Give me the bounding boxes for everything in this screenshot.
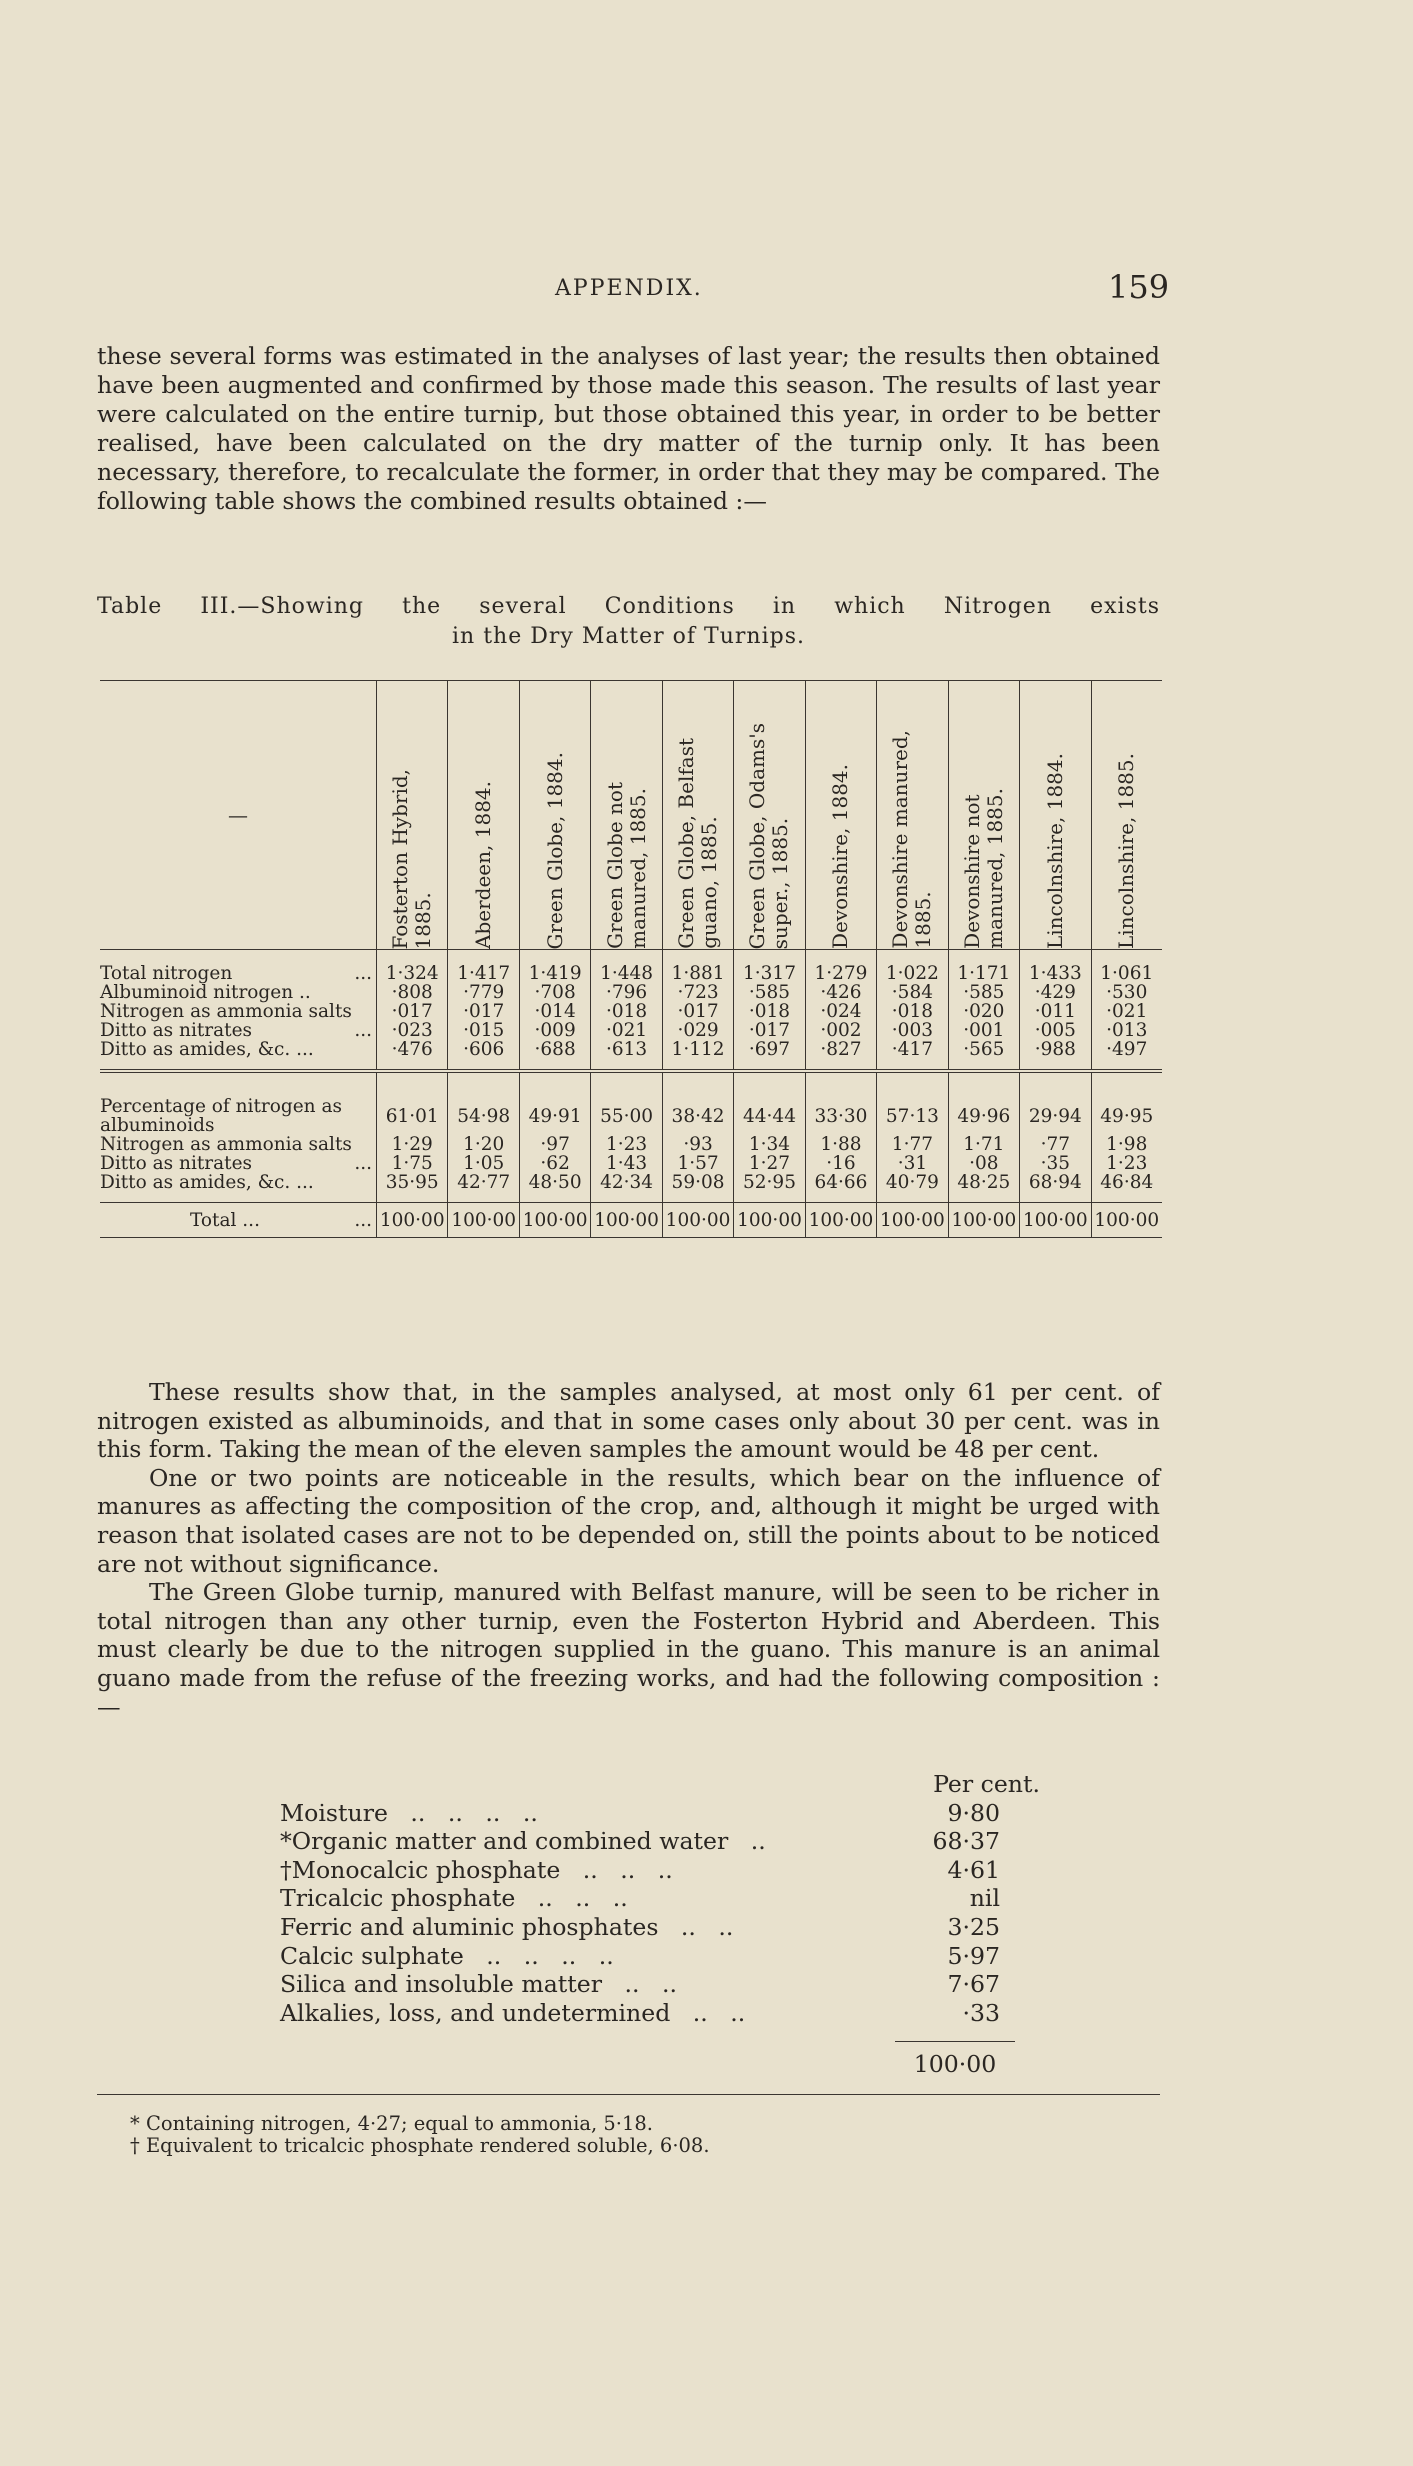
row-label-text: Albuminoid nitrogen ..	[100, 982, 311, 1003]
column-header	[662, 681, 733, 950]
row-label-text: Total ...	[190, 1209, 260, 1231]
composition-unit-header: Per cent.	[933, 1770, 1040, 1798]
table-cell: ·017	[377, 1002, 448, 1021]
table-cell: 1·27	[734, 1154, 805, 1173]
column-header-label	[1115, 753, 1138, 949]
table-cell: ·013	[1091, 1021, 1162, 1040]
table-cell: 42·77	[448, 1173, 519, 1192]
column-header-line: Aberdeen, 1884.	[471, 781, 496, 949]
table-cell: ·808	[377, 983, 448, 1002]
table-cell: ·015	[448, 1021, 519, 1040]
table-cell: 100·00	[448, 1203, 519, 1238]
table-cell: 1·171	[948, 964, 1019, 983]
table-cell: ·16	[805, 1154, 876, 1173]
column-header-line: Green Globe, 1884.	[542, 751, 567, 949]
table-cell: ·497	[1091, 1040, 1162, 1059]
row-label-text: Ditto as nitrates	[100, 1020, 253, 1041]
body-paragraph: These results show that, in the samples analysed, at most only 61 per cent. of nitrogen existed as albuminoids, and that in some cases only about 30 per cent. was in this form. Taking the mean of the eleven samples the amount would be 48 per cent.	[97, 1378, 1160, 1464]
table-cell: ·429	[1020, 983, 1091, 1002]
table-cell: ·001	[948, 1021, 1019, 1040]
composition-row	[280, 1856, 1040, 1885]
table-cell: 1·417	[448, 964, 519, 983]
table-cell: 57·13	[877, 1097, 948, 1135]
column-header-line: Devonshire manured,	[888, 730, 913, 949]
composition-row	[280, 1827, 1040, 1856]
table-cell: 1·23	[591, 1135, 662, 1154]
table-body	[100, 950, 1162, 1238]
table-cell: 1·34	[734, 1135, 805, 1154]
table-cell: ·018	[734, 1002, 805, 1021]
column-header	[519, 681, 590, 950]
column-header-line: manured, 1885.	[982, 788, 1007, 949]
composition-name: Silica and insoluble matter .. ..	[280, 1970, 677, 1999]
table-cell: ·023	[377, 1021, 448, 1040]
column-header	[734, 681, 805, 950]
column-header	[377, 681, 448, 950]
composition-name: Alkalies, loss, and undetermined .. ..	[280, 1998, 746, 2027]
table-cell: ·585	[734, 983, 805, 1002]
table-cell: ·35	[1020, 1154, 1091, 1173]
table-cell: 100·00	[948, 1203, 1019, 1238]
table-cell: 61·01	[377, 1097, 448, 1135]
table-cell: ·011	[1020, 1002, 1091, 1021]
table-row	[100, 1002, 1162, 1021]
table-cell: 1·061	[1091, 964, 1162, 983]
table-cell: ·796	[591, 983, 662, 1002]
column-header-line: Green Globe, Belfast	[674, 738, 699, 949]
table-cell: 100·00	[662, 1203, 733, 1238]
table-row	[100, 1154, 1162, 1173]
nitrogen-table	[100, 680, 1162, 1238]
table-cell: 52·95	[734, 1173, 805, 1192]
table-cell: ·708	[519, 983, 590, 1002]
table-cell: ·476	[377, 1040, 448, 1059]
table-cell: 54·98	[448, 1097, 519, 1135]
table-cell: 1·05	[448, 1154, 519, 1173]
table-cell: 100·00	[805, 1203, 876, 1238]
row-label	[100, 1135, 377, 1154]
column-header-label	[604, 782, 650, 949]
column-header-line: 1885.	[411, 891, 436, 949]
table-cell: ·530	[1091, 983, 1162, 1002]
table-cell: 100·00	[877, 1203, 948, 1238]
table-rule-row	[100, 1071, 1162, 1097]
composition-row	[280, 1970, 1040, 1999]
table-cell: 1·448	[591, 964, 662, 983]
table-cell: ·017	[662, 1002, 733, 1021]
column-header-line: Devonshire, 1884.	[828, 764, 853, 949]
body-paragraph: One or two points are noticeable in the results, which bear on the influence of manures as affecting the composition of the crop, and, although it might be urged with reason that isolated cases are not to be depended on, still the points about to be noticed are not without significance.	[97, 1463, 1160, 1578]
composition-name: *Organic matter and combined water ..	[280, 1827, 766, 1856]
table-caption-line-2: in the Dry Matter of Turnips.	[452, 624, 805, 649]
column-header	[448, 681, 519, 950]
table-cell: ·021	[1091, 1002, 1162, 1021]
table-cell: 42·34	[591, 1173, 662, 1192]
table-row	[100, 1021, 1162, 1040]
table-cell: 59·08	[662, 1173, 733, 1192]
table-cell: 100·00	[377, 1203, 448, 1238]
composition-value: 68·37	[932, 1827, 1000, 1856]
composition-row	[280, 1999, 1040, 2028]
footnote-rule	[97, 2094, 1160, 2095]
table-cell: 100·00	[1020, 1203, 1091, 1238]
table-row	[100, 1203, 1162, 1238]
table-cell: ·97	[519, 1135, 590, 1154]
table-cell: 49·91	[519, 1097, 590, 1135]
table-cell: ·021	[591, 1021, 662, 1040]
row-label-text: Ditto as amides, &c. ...	[100, 1172, 314, 1193]
row-label-text: Ditto as amides, &c. ...	[100, 1039, 314, 1060]
column-header-label	[544, 752, 567, 949]
table-cell: ·723	[662, 983, 733, 1002]
table-cell: 48·25	[948, 1173, 1019, 1192]
body-paragraph: The Green Globe turnip, manured with Belfast manure, will be seen to be richer in total nitrogen than any other turnip, even the Fosterton Hybrid and Aberdeen. This must clearly be due to the nitrogen supplied in the guano. This manure is an animal guano made from the refuse of the freezing works, and had the following composition :—	[97, 1578, 1160, 1721]
table-cell: 1·279	[805, 964, 876, 983]
table-row	[100, 1135, 1162, 1154]
row-label	[100, 1002, 377, 1021]
row-label-text: Nitrogen as ammonia salts	[100, 1001, 352, 1022]
leader-dots: ...	[354, 963, 372, 984]
composition-name: Calcic sulphate .. .. .. ..	[280, 1941, 614, 1970]
composition-name: Ferric and aluminic phosphates .. ..	[280, 1912, 734, 1941]
table-cell: 1·75	[377, 1154, 448, 1173]
composition-name: Tricalcic phosphate .. .. ..	[280, 1884, 628, 1913]
row-label-text: Nitrogen as ammonia salts	[100, 1134, 352, 1155]
row-label	[100, 1203, 377, 1238]
column-header-line: Fosterton Hybrid,	[388, 768, 413, 949]
column-header-label	[829, 764, 852, 949]
column-header-label	[746, 723, 792, 949]
table-rule-row	[100, 1059, 1162, 1071]
body-text	[97, 1378, 1160, 1721]
table-header-row	[100, 681, 1162, 950]
table-cell: ·77	[1020, 1135, 1091, 1154]
table-cell: 100·00	[591, 1203, 662, 1238]
composition-name: †Monocalcic phosphate .. .. ..	[280, 1855, 673, 1884]
table-cell: 35·95	[377, 1173, 448, 1192]
table-cell: ·31	[877, 1154, 948, 1173]
column-header	[805, 681, 876, 950]
table-row	[100, 1173, 1162, 1192]
table-caption-line-1: Table III.—Showing the several Conditions in which Nitrogen exists	[97, 594, 1160, 619]
column-header-line: Green Globe, Odams's	[745, 722, 770, 949]
table-cell: ·009	[519, 1021, 590, 1040]
column-header	[948, 681, 1019, 950]
column-header	[1020, 681, 1091, 950]
table-cell: 1·419	[519, 964, 590, 983]
table-cell: 48·50	[519, 1173, 590, 1192]
footnotes	[130, 2113, 710, 2157]
table-cell: 38·42	[662, 1097, 733, 1135]
row-label-text: Percentage of nitrogen as albuminoids	[100, 1096, 342, 1136]
row-label-text: Ditto as nitrates	[100, 1153, 253, 1174]
table-cell: ·584	[877, 983, 948, 1002]
column-header-label	[1044, 753, 1067, 949]
composition-value: 7·67	[947, 1970, 1000, 1999]
table-cell: ·697	[734, 1040, 805, 1059]
row-label	[100, 1040, 377, 1059]
column-header-line: 1885.	[911, 891, 936, 949]
composition-row	[280, 1884, 1040, 1913]
footnote: † Equivalent to tricalcic phosphate rendered soluble, 6·08.	[130, 2134, 710, 2157]
leader-dots: ...	[354, 1209, 372, 1231]
composition-total-value: 100·00	[913, 2050, 997, 2079]
composition-value: nil	[969, 1884, 1000, 1913]
table-caption	[97, 592, 1160, 652]
table-cell: 49·96	[948, 1097, 1019, 1135]
table-cell: ·827	[805, 1040, 876, 1059]
table-cell: ·417	[877, 1040, 948, 1059]
table-rule-row	[100, 1192, 1162, 1203]
table-cell: ·688	[519, 1040, 590, 1059]
table-cell: 1·77	[877, 1135, 948, 1154]
column-header-line: Lincolnshire, 1884.	[1042, 753, 1067, 949]
row-label	[100, 964, 377, 983]
composition-value: 5·97	[947, 1941, 1000, 1970]
table-cell: 1·88	[805, 1135, 876, 1154]
column-header-line: super., 1885.	[768, 817, 793, 949]
table-cell: ·020	[948, 1002, 1019, 1021]
table-cell: ·018	[877, 1002, 948, 1021]
table-cell: 40·79	[877, 1173, 948, 1192]
column-header-line: Devonshire not	[959, 794, 984, 949]
table-cell: ·62	[519, 1154, 590, 1173]
composition-row	[280, 1799, 1040, 1828]
table-row	[100, 1097, 1162, 1135]
table-cell: ·017	[448, 1002, 519, 1021]
row-label	[100, 1021, 377, 1040]
table-cell: ·08	[948, 1154, 1019, 1173]
table-cell: ·779	[448, 983, 519, 1002]
footnote: * Containing nitrogen, 4·27; equal to ammonia, 5·18.	[130, 2112, 653, 2135]
table-row	[100, 1040, 1162, 1059]
table-cell: 1·57	[662, 1154, 733, 1173]
table-cell: 1·324	[377, 964, 448, 983]
table-cell: ·002	[805, 1021, 876, 1040]
table-cell: ·014	[519, 1002, 590, 1021]
table-cell: ·005	[1020, 1021, 1091, 1040]
table-cell: 44·44	[734, 1097, 805, 1135]
table-cell: ·613	[591, 1040, 662, 1059]
row-label	[100, 1097, 377, 1135]
page-number: 159	[1108, 268, 1170, 306]
table-cell: ·426	[805, 983, 876, 1002]
column-header-line: Green Globe not	[602, 782, 627, 949]
table-cell: ·988	[1020, 1040, 1091, 1059]
column-header-line: manured, 1885.	[625, 788, 650, 949]
table-cell: ·606	[448, 1040, 519, 1059]
intro-paragraph	[97, 342, 1160, 516]
table-cell: 64·66	[805, 1173, 876, 1192]
composition-value: 9·80	[947, 1798, 1000, 1827]
column-header	[591, 681, 662, 950]
blank-header-cell: —	[100, 681, 377, 950]
table-cell: ·018	[591, 1002, 662, 1021]
column-header	[1091, 681, 1162, 950]
table-cell: 1·98	[1091, 1135, 1162, 1154]
composition-name: Moisture .. .. .. ..	[280, 1798, 538, 1827]
row-label-text: Total nitrogen	[100, 963, 233, 984]
column-header-label	[472, 781, 495, 949]
table-cell: ·585	[948, 983, 1019, 1002]
table-rule-row	[100, 950, 1162, 965]
column-header-line: Lincolnshire, 1885.	[1114, 753, 1139, 949]
composition-total	[895, 2041, 1015, 2079]
table-cell: 1·433	[1020, 964, 1091, 983]
row-label	[100, 983, 377, 1002]
table-row	[100, 983, 1162, 1002]
guano-composition	[280, 1770, 1040, 2079]
table-cell: ·029	[662, 1021, 733, 1040]
table-cell: 1·022	[877, 964, 948, 983]
table-cell: 1·29	[377, 1135, 448, 1154]
table-cell: 1·317	[734, 964, 805, 983]
column-header-line: guano, 1885.	[697, 816, 722, 949]
row-label	[100, 1173, 377, 1192]
table-cell: 1·881	[662, 964, 733, 983]
table-cell: 68·94	[1020, 1173, 1091, 1192]
table-cell: 1·71	[948, 1135, 1019, 1154]
table-cell: ·024	[805, 1002, 876, 1021]
composition-value: 3·25	[947, 1912, 1000, 1941]
leader-dots: ...	[354, 1020, 372, 1041]
table-cell: ·017	[734, 1021, 805, 1040]
composition-row	[280, 1942, 1040, 1971]
column-header-label	[675, 738, 721, 949]
table-cell: 1·23	[1091, 1154, 1162, 1173]
composition-value: ·33	[962, 1998, 1000, 2027]
table-cell: 1·43	[591, 1154, 662, 1173]
column-header-label	[961, 788, 1007, 949]
column-header-label	[389, 769, 435, 950]
table-cell: 100·00	[1091, 1203, 1162, 1238]
table-cell: ·003	[877, 1021, 948, 1040]
page-header	[0, 268, 1413, 308]
table-cell: 33·30	[805, 1097, 876, 1135]
column-header-label	[889, 730, 935, 949]
table-cell: 46·84	[1091, 1173, 1162, 1192]
table-cell: 1·20	[448, 1135, 519, 1154]
intro-text: these several forms was estimated in the analyses of last year; the results then obtained have been augmented and confirmed by those made this season. The results of last year were calculated on the entire turnip, but those obtained this year, in order to be better realised, have been calculated on the dry matter of the turnip only. It has been necessary, therefore, to recalculate the former, in order that they may be compared. The following table shows the combined results obtained :—	[97, 342, 1160, 515]
composition-row	[280, 1913, 1040, 1942]
composition-value: 4·61	[947, 1855, 1000, 1884]
column-header	[877, 681, 948, 950]
table-cell: 100·00	[519, 1203, 590, 1238]
leader-dots: ...	[354, 1153, 372, 1174]
table-row	[100, 964, 1162, 983]
row-label	[100, 1154, 377, 1173]
running-title: APPENDIX.	[555, 276, 703, 301]
table-cell: 55·00	[591, 1097, 662, 1135]
table-cell: 49·95	[1091, 1097, 1162, 1135]
table-cell: 29·94	[1020, 1097, 1091, 1135]
table-cell: 1·112	[662, 1040, 733, 1059]
table-cell: ·93	[662, 1135, 733, 1154]
table-cell: 100·00	[734, 1203, 805, 1238]
table-cell: ·565	[948, 1040, 1019, 1059]
